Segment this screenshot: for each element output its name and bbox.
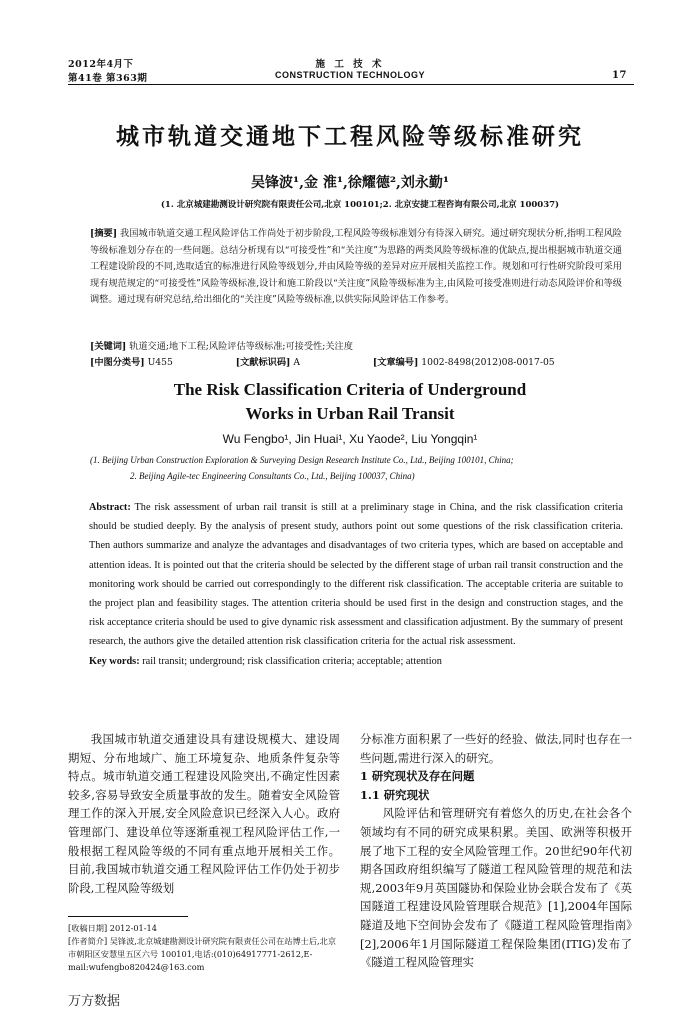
keywords-cn — [90, 339, 622, 356]
clc-value: U455 — [147, 357, 173, 368]
body-right-paragraph-2: 风险评估和管理研究有着悠久的历史,在社会各个领域均有不同的研究成果积累。美国、欧洲等积极开展了地下工程的安全风险管理工作。20世纪90年代初期各国政府组织编写了隧道工程风险管理的规范和法规,2003年9月英国隧协和保险业协会联合发布了《英国隧道工程建设风险管理联合规范》[1],2004年国际隧道及地下空间协会发布了《隧道工程风险管理指南》[2],2006年1月国际隧道工程保险集团(ITIG)发布了《隧道工程风险管理实 — [360, 806, 632, 970]
doc-code-value: A — [293, 357, 300, 368]
keywords-cn-text: 轨道交通;地下工程;风险评估等级标准;可接受性;关注度 — [129, 341, 353, 352]
body-right-paragraph-1: 分标准方面积累了一些好的经验、做法,同时也存在一些问题,需进行深入的研究。 — [360, 732, 632, 765]
doc-code-label: [文献标识码] — [235, 357, 291, 368]
abstract-en-label: Abstract: — [89, 502, 131, 513]
title-cn: 城市轨道交通地下工程风险等级标准研究 — [116, 123, 584, 150]
section-heading-1-1: 1.1 研究现状 — [360, 787, 430, 802]
abstract-cn — [90, 226, 622, 309]
header-volume: 第41卷 第363期 — [68, 73, 148, 84]
body-left-paragraph: 我国城市轨道交通建设具有建设规模大、建设周期短、分布地域广、施工环境复杂、地质条件复杂等特点。城市轨道交通工程建设风险突出,不确定性因素较多,容易导致安全质量事故的发生。随着安全风险管理工作的深入开展,安全风险意识已经深入人心。政府管理部门、建设单位等逐渐重视工程风险评估工作,一般根据工程风险等级的不同有重点地开展相关工作。目前,我国城市轨道交通工程风险评估工作仍处于初步阶段,工程风险等级划 — [68, 732, 340, 895]
article-no-value: 1002-8498(2012)08-0017-05 — [421, 357, 555, 368]
footnote — [68, 922, 340, 974]
footnote-bio: [作者简介] 吴锋波,北京城建勘测设计研究院有限责任公司在站博士后,北京市朝阳区安慧里五区六号 100101,电话:(010)64917771-2612,E-mail:wufengbo820424@163.com — [68, 936, 337, 972]
title-en — [0, 378, 700, 426]
keywords-cn-label: [关键词] — [90, 341, 127, 352]
abstract-cn-label: [摘要] — [90, 228, 118, 239]
body-right-column — [360, 730, 632, 972]
header-journal-cn: 施 工 技 术 — [315, 59, 385, 70]
keywords-en-label: Key words: — [89, 655, 140, 667]
abstract-cn-text: 我国城市轨道交通工程风险评估工作尚处于初步阶段,工程风险等级标准划分有待深入研究。通过研究现状分析,指明工程风险等级标准划分存在的一些问题。总结分析现有以“可接受性”和“关注度”为思路的两类风险等级标准的优缺点,提出根据城市轨道交通工程建设阶段的不同,选取适宜的标准进行风险等级划分,并由风险等级的差异对应开展相关监控工作。规划和可行性研究阶段可采用现有规范规定的“可接受性”风险等级标准,设计和施工阶段以“关注度”风险等级标准为主,由风险可接受准则进行动态风险评价和等级调整。通过现有研究总结,给出细化的“关注度”风险等级标准,以供实际风险评估工作参考。 — [90, 228, 622, 305]
footnote-rule — [68, 916, 188, 917]
authors-cn: 吴锋波¹,金 淮¹,徐耀德²,刘永勤¹ — [250, 175, 450, 191]
keywords-en-text: rail transit; underground; risk classification criteria; acceptable; attention — [142, 655, 442, 667]
affiliation-en-1: (1. Beijing Urban Construction Exploration & Surveying Design Research Institute Co., Ltd., Beijing 100101, China; — [90, 455, 514, 465]
header-date: 2012年4月下 — [68, 59, 134, 70]
abstract-en-text: The risk assessment of urban rail transit is still at a preliminary stage in China, and the risk classification criteria should be studied deeply. By the analysis of present study, authors point out some questions of the risk classification criteria. Then authors summarize and analyze the advantages and disadvantages of two criteria types, which are based on acceptable and attention ideas. It is pointed out that the criteria should be selected by the different stage of urban rail transit construction and the monitoring work should be carried out correspondingly to the different risk classification. The acceptable criteria are suitable to the project plan and feasibility stages. The attention criteria should be used first in the design and construction stages, and the risk acceptance criteria should be used to give dynamic risk assessment and classification adjustment. By the summary of present research, the authors give the detailed attention risk classification criteria for the actual risk assessment. — [89, 502, 623, 648]
article-no-label: [文章编号] — [372, 357, 419, 368]
watermark: 万方数据 — [68, 994, 121, 1009]
body-left-column — [68, 730, 340, 897]
abstract-en — [89, 498, 623, 671]
header-rule — [68, 84, 634, 85]
classification-cn — [90, 355, 622, 372]
header-page-number: 17 — [612, 70, 627, 81]
footnote-received: [收稿日期] 2012-01-14 — [68, 923, 157, 933]
clc-label: [中图分类号] — [90, 357, 145, 368]
header-journal-en: CONSTRUCTION TECHNOLOGY — [275, 70, 425, 80]
section-heading-1: 1 研究现状及存在问题 — [360, 769, 475, 784]
affiliation-en — [90, 452, 650, 484]
authors-en: Wu Fengbo¹, Jin Huai¹, Xu Yaode², Liu Yongqin¹ — [222, 432, 478, 446]
title-en-line1: The Risk Classification Criteria of Underground — [173, 380, 527, 399]
affiliation-cn: (1. 北京城建勘测设计研究院有限责任公司,北京 100101;2. 北京安捷工程咨询有限公司,北京 100037) — [160, 200, 560, 210]
affiliation-en-2: 2. Beijing Agile-tec Engineering Consultants Co., Ltd., Beijing 100037, China) — [130, 471, 415, 481]
title-en-line2: Works in Urban Rail Transit — [245, 404, 455, 423]
